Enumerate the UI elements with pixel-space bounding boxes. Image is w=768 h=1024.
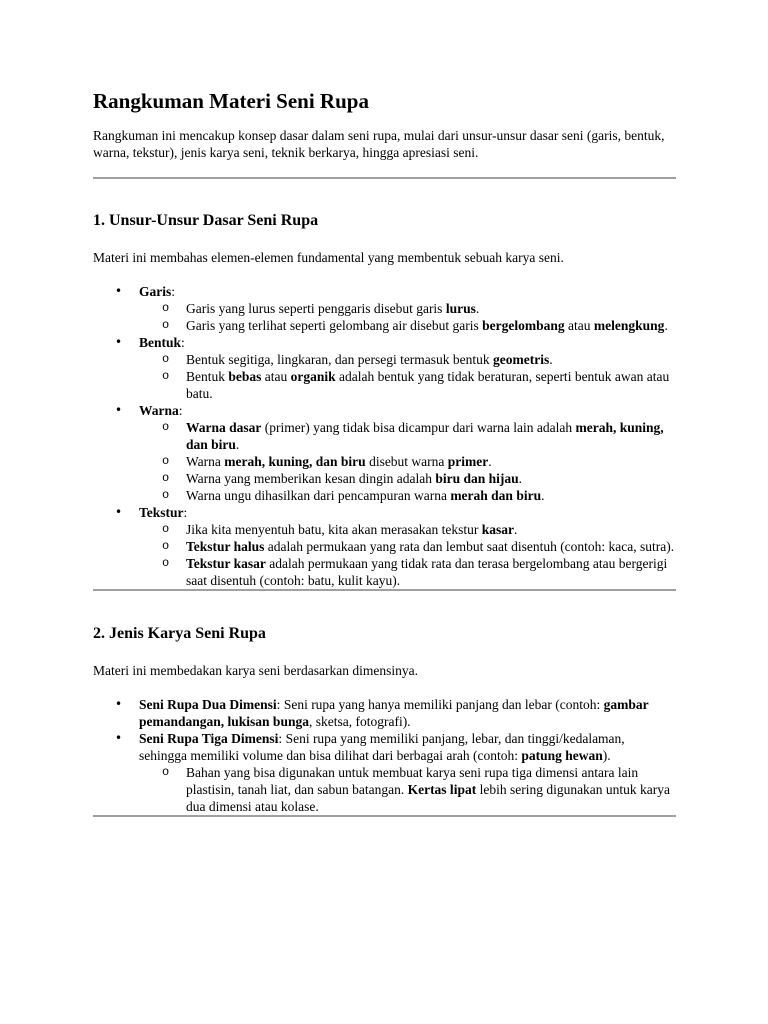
bold-text: biru dan hijau xyxy=(435,471,519,486)
term-colon: : xyxy=(276,697,281,712)
list-item xyxy=(139,402,676,504)
list-item xyxy=(139,696,676,730)
section-heading: 2. Jenis Karya Seni Rupa xyxy=(93,625,266,642)
term-colon: : xyxy=(171,284,176,299)
text-run: . xyxy=(514,522,518,537)
text-run: . xyxy=(541,488,545,503)
text-run: disebut warna xyxy=(365,454,448,469)
bold-text: primer xyxy=(447,454,489,469)
text-run: lebih sering digunakan untuk karya dua dimensi atau kolase. xyxy=(186,782,671,814)
text-run: . xyxy=(549,352,553,367)
text-run: Garis yang terlihat seperti gelombang air disebut garis xyxy=(186,318,483,333)
bold-text: merah dan biru xyxy=(450,488,542,503)
bold-text: gambar pemandangan, lukisan bunga xyxy=(139,697,649,729)
text-run: adalah permukaan yang rata dan lembut saat disentuh (contoh: kaca, sutra). xyxy=(264,539,675,554)
sub-list xyxy=(139,764,676,815)
list-item xyxy=(139,504,676,589)
list-item xyxy=(139,283,676,334)
bold-text: Kertas lipat xyxy=(407,782,477,797)
text-run: Bahan yang bisa digunakan untuk membuat karya seni rupa tiga dimensi antara lain plastisin, tanah liat, dan sabun batangan. xyxy=(186,765,639,797)
intro-paragraph: Rangkuman ini mencakup konsep dasar dalam seni rupa, mulai dari unsur-unsur dasar seni (garis, bentuk, warna, tekstur), jenis karya seni, teknik berkarya, hingga apresiasi seni. xyxy=(93,128,665,160)
text-run: Garis yang lurus seperti penggaris disebut garis xyxy=(186,301,446,316)
text-run: Warna xyxy=(186,454,225,469)
bold-text: merah, kuning, dan biru xyxy=(224,454,366,469)
text-run: Jika kita menyentuh batu, kita akan merasakan tekstur xyxy=(186,522,482,537)
sub-list-item xyxy=(186,538,676,555)
list-item-term: Warna xyxy=(139,403,179,418)
sub-list-item xyxy=(186,419,676,453)
bold-text: organik xyxy=(290,369,336,384)
bold-text: bergelombang xyxy=(482,318,565,333)
list-item xyxy=(139,334,676,402)
text-run: Bentuk xyxy=(186,369,229,384)
section-lead: Materi ini membahas elemen-elemen fundamental yang membentuk sebuah karya seni. xyxy=(93,250,564,265)
text-run: atau xyxy=(261,369,291,384)
section-divider xyxy=(93,589,676,591)
sub-list-item xyxy=(186,368,676,402)
text-run: . xyxy=(664,318,668,333)
bold-text: kasar xyxy=(481,522,515,537)
text-run: adalah permukaan yang tidak rata dan terasa bergelombang atau bergerigi saat disentuh (contoh: batu, kulit kayu). xyxy=(186,556,668,588)
sub-list xyxy=(139,419,676,504)
sub-list-item xyxy=(186,453,676,470)
text-run: . xyxy=(235,437,240,452)
text-run: ). xyxy=(602,748,611,763)
list-item-term: Garis xyxy=(139,284,172,299)
text-run: . xyxy=(475,301,480,316)
bold-text: bebas xyxy=(228,369,262,384)
text-run: Seni rupa yang hanya memiliki panjang dan lebar (contoh: xyxy=(280,697,604,712)
list-item-term: Seni Rupa Dua Dimensi xyxy=(139,697,277,712)
term-colon: : xyxy=(183,505,188,520)
sub-list-item xyxy=(186,521,676,538)
list-item-term: Bentuk xyxy=(139,335,182,350)
bullet-list xyxy=(93,283,676,589)
sub-list xyxy=(139,300,676,334)
bold-text: melengkung xyxy=(593,318,665,333)
section-heading: 1. Unsur-Unsur Dasar Seni Rupa xyxy=(93,212,319,229)
page-title: Rangkuman Materi Seni Rupa xyxy=(93,89,369,113)
bold-text: merah, kuning, dan biru xyxy=(186,420,664,452)
list-item-term: Seni Rupa Tiga Dimensi xyxy=(139,731,279,746)
list-item xyxy=(139,730,676,815)
text-run: atau xyxy=(564,318,594,333)
bold-text: Tekstur halus xyxy=(186,539,265,554)
sub-list xyxy=(139,351,676,402)
section-divider xyxy=(93,177,676,179)
sub-list-item xyxy=(186,351,676,368)
section-divider xyxy=(93,815,676,817)
bold-text: Warna dasar xyxy=(186,420,262,435)
sub-list-item xyxy=(186,487,676,504)
text-run: Seni rupa yang memiliki panjang, lebar, dan tinggi/kedalaman, sehingga memiliki volume dan bisa dilihat dari berbagai arah (contoh: xyxy=(139,731,625,763)
bold-text: Tekstur kasar xyxy=(186,556,266,571)
section-lead: Materi ini membedakan karya seni berdasarkan dimensinya. xyxy=(93,663,419,678)
term-colon: : xyxy=(181,335,185,350)
text-run: Warna ungu dihasilkan dari pencampuran warna xyxy=(186,488,451,503)
text-run: (primer) yang tidak bisa dicampur dari warna lain adalah xyxy=(261,420,576,435)
text-run: Bentuk segitiga, lingkaran, dan persegi termasuk bentuk xyxy=(186,352,494,367)
bold-text: geometris xyxy=(493,352,550,367)
section-jenis-karya xyxy=(93,624,676,815)
list-item-term: Tekstur xyxy=(139,505,184,520)
text-run: adalah bentuk yang tidak beraturan, seperti bentuk awan atau batu. xyxy=(186,369,670,401)
sub-list-item xyxy=(186,317,676,334)
bullet-list xyxy=(93,696,676,815)
text-run: . xyxy=(518,471,522,486)
sub-list xyxy=(139,521,676,589)
sub-list-item xyxy=(186,470,676,487)
text-run: . xyxy=(488,454,492,469)
sub-list-item xyxy=(186,555,676,589)
bold-text: lurus xyxy=(445,301,476,316)
document-content xyxy=(93,89,676,817)
section-unsur-dasar xyxy=(93,211,676,589)
sub-list-item xyxy=(186,300,676,317)
term-colon: : xyxy=(278,731,283,746)
bold-text: patung hewan xyxy=(521,748,603,763)
text-run: , sketsa, fotografi). xyxy=(308,714,411,729)
sub-list-item xyxy=(186,764,676,815)
text-run: Warna yang memberikan kesan dingin adalah xyxy=(186,471,436,486)
term-colon: : xyxy=(178,403,183,418)
